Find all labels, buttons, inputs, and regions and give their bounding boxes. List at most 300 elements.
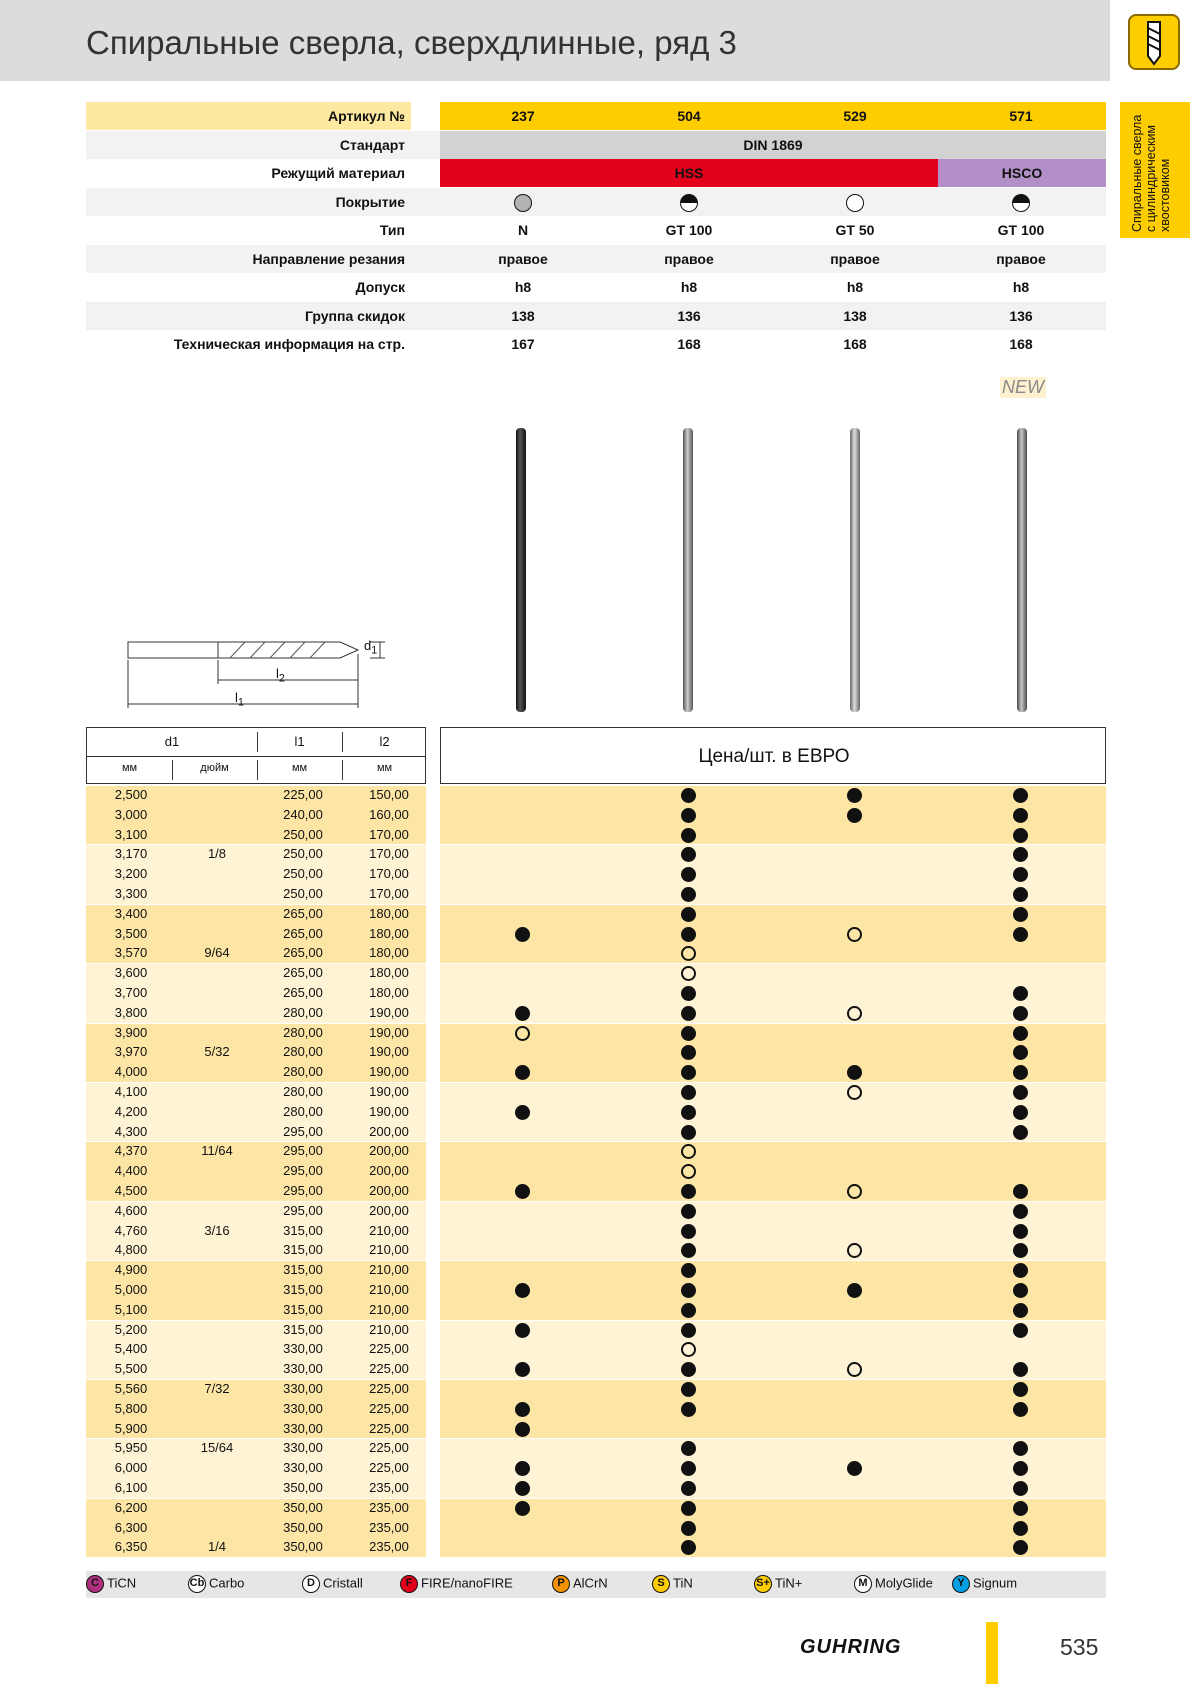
- availability-dot: [1013, 1026, 1028, 1041]
- drill-icon: [1128, 14, 1180, 70]
- drill-image-504: [683, 428, 693, 712]
- legend-item: [86, 1575, 136, 1593]
- availability-dot: [847, 1283, 862, 1298]
- cell-l1: 330,00: [283, 1420, 323, 1436]
- cell-l2: 190,00: [369, 1103, 409, 1119]
- availability-dot: [681, 1026, 696, 1041]
- cell-l1: 295,00: [283, 1143, 323, 1159]
- spec-label: Режущий материал: [271, 165, 405, 181]
- price-header: [440, 727, 1106, 784]
- cell-l1: 315,00: [283, 1262, 323, 1278]
- cell-l2: 180,00: [369, 965, 409, 981]
- spec-value: 167: [511, 336, 535, 352]
- availability-dot: [681, 1402, 696, 1417]
- cell-l2: 235,00: [369, 1480, 409, 1495]
- cell-l1: 330,00: [283, 1400, 323, 1416]
- availability-dot: [681, 828, 696, 843]
- legend-label: MolyGlide: [875, 1575, 933, 1591]
- spec-label: Тип: [379, 222, 405, 238]
- availability-dot: [1013, 1065, 1028, 1080]
- cell-l2: 235,00: [369, 1519, 409, 1535]
- cell-d: 4,200: [114, 1103, 148, 1119]
- availability-dot: [1013, 1204, 1028, 1219]
- spec-value: 571: [1009, 108, 1033, 124]
- table-row: [86, 1162, 1106, 1181]
- table-row: [86, 1420, 1106, 1439]
- cell-l1: 265,00: [283, 925, 323, 941]
- spec-row: [86, 302, 1106, 330]
- spec-value: h8: [1012, 279, 1030, 295]
- availability-dot: [515, 1065, 530, 1080]
- cell-d: 4,400: [114, 1163, 148, 1179]
- legend-item: [302, 1575, 363, 1593]
- availability-dot: [1013, 1085, 1028, 1100]
- price-header-label: Цена/шт. в ЕВРО: [698, 746, 850, 767]
- availability-dot: [681, 1362, 696, 1377]
- cell-l2: 180,00: [369, 925, 409, 941]
- availability-dot: [1013, 1105, 1028, 1120]
- header-l2-mm: мм: [376, 762, 393, 774]
- cell-inch: 1/4: [207, 1539, 227, 1555]
- page-title: Спиральные сверла, сверхдлинные, ряд 3: [86, 24, 737, 61]
- availability-dot: [1013, 1283, 1028, 1298]
- availability-dot: [1013, 1184, 1028, 1199]
- coating-badge-icon: M: [854, 1575, 872, 1593]
- availability-dot: [847, 808, 862, 823]
- page-bar: [986, 1622, 998, 1684]
- cell-d: 6,100: [114, 1480, 148, 1495]
- cell-l1: 350,00: [283, 1480, 323, 1495]
- cell-l2: 170,00: [369, 826, 409, 842]
- legend-item: [552, 1575, 608, 1593]
- cell-l2: 150,00: [369, 787, 409, 802]
- table-row: [86, 1321, 1106, 1340]
- availability-dot: [681, 986, 696, 1001]
- header-d1-inch: дюйм: [200, 762, 229, 774]
- table-row: [86, 905, 1106, 924]
- availability-dot: [1013, 907, 1028, 922]
- cell-l1: 280,00: [283, 1044, 323, 1060]
- drill-image-529: [850, 428, 860, 712]
- spec-row: [86, 216, 1106, 244]
- cell-l1: 265,00: [283, 905, 323, 921]
- coating-cell: [938, 188, 1104, 216]
- cell-d: 5,950: [114, 1440, 148, 1456]
- table-row: [86, 1519, 1106, 1538]
- cell-d: 6,300: [114, 1519, 148, 1535]
- cell-l1: 330,00: [283, 1460, 323, 1476]
- availability-dot: [681, 1461, 696, 1476]
- brand-logo: GUHRING: [800, 1636, 902, 1658]
- cell-l2: 160,00: [369, 806, 409, 822]
- cell-d: 3,800: [114, 1004, 148, 1020]
- cell-l1: 315,00: [283, 1301, 323, 1317]
- table-row: [86, 984, 1106, 1003]
- availability-ring: [847, 1362, 862, 1377]
- cell-l1: 315,00: [283, 1242, 323, 1258]
- spec-value: 504: [677, 108, 701, 124]
- cell-d: 4,900: [114, 1262, 148, 1278]
- cell-l2: 190,00: [369, 1064, 409, 1080]
- cell-l1: 295,00: [283, 1123, 323, 1139]
- cell-d: 5,400: [114, 1341, 148, 1357]
- cell-l1: 250,00: [283, 846, 323, 862]
- cell-d: 3,500: [114, 925, 148, 941]
- table-row: [86, 1182, 1106, 1201]
- cell-l2: 225,00: [369, 1420, 409, 1436]
- spec-row: [86, 330, 1106, 358]
- availability-dot: [1013, 1540, 1028, 1555]
- availability-dot: [681, 1521, 696, 1536]
- cell-l1: 280,00: [283, 1004, 323, 1020]
- availability-dot: [515, 1362, 530, 1377]
- spec-value: GT 50: [835, 222, 875, 238]
- cell-l2: 200,00: [369, 1123, 409, 1139]
- availability-dot: [681, 1065, 696, 1080]
- cell-l1: 250,00: [283, 826, 323, 842]
- coating-legend: [86, 1571, 1106, 1598]
- coating-badge-icon: D: [302, 1575, 320, 1593]
- cell-d: 3,400: [114, 905, 148, 921]
- spec-value: 136: [677, 307, 701, 324]
- availability-dot: [681, 1105, 696, 1120]
- coating-badge-icon: F: [400, 1575, 418, 1593]
- availability-dot: [681, 1263, 696, 1278]
- cell-d: 5,100: [114, 1301, 148, 1317]
- header-d1-mm: мм: [121, 762, 138, 774]
- coating-badge-icon: Y: [952, 1575, 970, 1593]
- coating-badge-icon: S: [652, 1575, 670, 1593]
- cell-d: 4,760: [114, 1222, 148, 1238]
- spec-label: Техническая информация на стр.: [173, 336, 405, 352]
- header-l1: l1: [294, 734, 305, 749]
- page-number: 535: [1060, 1634, 1099, 1660]
- spec-label: Допуск: [355, 279, 405, 295]
- d1-label: $d_1$: [364, 638, 378, 657]
- availability-dot: [681, 1243, 696, 1258]
- material-hss: HSS: [440, 159, 938, 187]
- availability-dot: [515, 1184, 530, 1199]
- dimension-table-header: [86, 727, 426, 784]
- header-l2: l2: [379, 734, 390, 749]
- cell-inch: 1/8: [207, 846, 227, 862]
- cell-l1: 330,00: [283, 1341, 323, 1357]
- legend-item: [652, 1575, 693, 1593]
- spec-value: GT 100: [665, 222, 713, 238]
- standard-value: DIN 1869: [440, 131, 1106, 159]
- cell-d: 2,500: [114, 787, 148, 802]
- availability-dot: [515, 1501, 530, 1516]
- cell-l1: 330,00: [283, 1440, 323, 1456]
- table-row: [86, 1479, 1106, 1498]
- availability-dot: [1013, 808, 1028, 823]
- table-row: [86, 1499, 1106, 1518]
- cell-l2: 225,00: [369, 1460, 409, 1476]
- availability-dot: [1013, 867, 1028, 882]
- spec-value: 136: [1009, 307, 1033, 324]
- coating-badge-icon: C: [86, 1575, 104, 1593]
- cell-d: 5,200: [114, 1321, 148, 1337]
- cell-l1: 265,00: [283, 965, 323, 981]
- cell-d: 3,100: [114, 826, 148, 842]
- availability-ring: [847, 1243, 862, 1258]
- table-row: [86, 885, 1106, 904]
- cell-l1: 315,00: [283, 1222, 323, 1238]
- spec-value: правое: [830, 250, 880, 267]
- table-row: [86, 1083, 1106, 1102]
- cell-l2: 200,00: [369, 1202, 409, 1218]
- availability-dot: [681, 1303, 696, 1318]
- spec-label: Группа скидок: [305, 307, 405, 324]
- table-row: [86, 1123, 1106, 1142]
- legend-label: TiCN: [107, 1575, 137, 1591]
- cell-d: 5,500: [114, 1361, 148, 1377]
- cell-l2: 200,00: [369, 1143, 409, 1159]
- availability-dot: [515, 1402, 530, 1417]
- cell-l2: 190,00: [369, 1084, 409, 1099]
- cell-l2: 170,00: [369, 886, 409, 901]
- cell-l1: 295,00: [283, 1163, 323, 1179]
- spec-value: N: [517, 222, 529, 238]
- legend-label: Carbo: [209, 1575, 245, 1591]
- legend-label: FIRE/nanoFIRE: [421, 1575, 513, 1591]
- cell-l2: 225,00: [369, 1400, 409, 1416]
- cell-l2: 210,00: [369, 1282, 409, 1297]
- availability-ring: [847, 1184, 862, 1199]
- availability-dot: [1013, 1045, 1028, 1060]
- availability-dot: [1013, 1481, 1028, 1496]
- availability-dot: [681, 808, 696, 823]
- spec-label: Стандарт: [339, 136, 405, 153]
- cell-d: 3,700: [114, 985, 148, 1000]
- cell-d: 5,000: [114, 1282, 148, 1297]
- material-hsco: HSCO: [938, 159, 1106, 187]
- cell-l2: 180,00: [369, 985, 409, 1000]
- table-row: [86, 1439, 1106, 1458]
- availability-dot: [847, 1065, 862, 1080]
- cell-d: 4,800: [114, 1242, 148, 1258]
- cell-l2: 180,00: [369, 945, 409, 961]
- table-row: [86, 1281, 1106, 1300]
- availability-dot: [681, 887, 696, 902]
- availability-dot: [681, 1323, 696, 1338]
- availability-dot: [681, 1085, 696, 1100]
- availability-dot: [1013, 986, 1028, 1001]
- cell-inch: 7/32: [204, 1381, 230, 1396]
- availability-ring: [681, 946, 696, 961]
- spec-value: 237: [511, 108, 535, 124]
- cell-l1: 265,00: [283, 945, 323, 961]
- table-row: [86, 1202, 1106, 1221]
- availability-dot: [1013, 1441, 1028, 1456]
- cell-l2: 225,00: [369, 1440, 409, 1456]
- table-row: [86, 1301, 1106, 1320]
- availability-dot: [1013, 788, 1028, 803]
- availability-dot: [681, 1481, 696, 1496]
- spec-value: h8: [846, 279, 864, 295]
- cell-l1: 350,00: [283, 1519, 323, 1535]
- availability-dot: [1013, 1224, 1028, 1239]
- spec-value: 138: [843, 307, 867, 324]
- availability-ring: [681, 966, 696, 981]
- availability-ring: [847, 1085, 862, 1100]
- table-row: [86, 1400, 1106, 1419]
- availability-dot: [681, 788, 696, 803]
- cell-d: 4,370: [114, 1143, 148, 1159]
- cell-d: 4,100: [114, 1084, 148, 1099]
- cell-l1: 350,00: [283, 1499, 323, 1515]
- cell-d: 3,300: [114, 886, 148, 901]
- cell-l2: 180,00: [369, 905, 409, 921]
- spec-value: правое: [498, 250, 548, 267]
- cell-l1: 350,00: [283, 1539, 323, 1555]
- coating-icon: [514, 194, 532, 212]
- spec-value: 138: [511, 307, 535, 324]
- legend-label: TiN+: [775, 1575, 803, 1591]
- cell-l2: 200,00: [369, 1163, 409, 1179]
- coating-cell: [772, 188, 938, 216]
- cell-l2: 225,00: [369, 1341, 409, 1357]
- cell-l1: 280,00: [283, 1024, 323, 1040]
- spec-value: h8: [514, 279, 532, 295]
- cell-inch: 9/64: [204, 945, 230, 961]
- spec-value: h8: [680, 279, 698, 295]
- spec-row: [86, 102, 1106, 130]
- cell-l2: 225,00: [369, 1361, 409, 1377]
- availability-dot: [1013, 1382, 1028, 1397]
- spec-value: правое: [996, 250, 1046, 267]
- table-row: [86, 1142, 1106, 1161]
- cell-l1: 315,00: [283, 1282, 323, 1297]
- legend-label: AlCrN: [573, 1575, 608, 1591]
- availability-dot: [1013, 847, 1028, 862]
- table-row: [86, 806, 1106, 825]
- spec-label: Направление резания: [252, 250, 405, 267]
- cell-l2: 235,00: [369, 1539, 409, 1555]
- coating-badge-icon: Cb: [188, 1575, 206, 1593]
- cell-l2: 190,00: [369, 1044, 409, 1060]
- availability-dot: [681, 1224, 696, 1239]
- availability-dot: [515, 1283, 530, 1298]
- legend-item: [854, 1575, 933, 1593]
- availability-dot: [515, 1481, 530, 1496]
- cell-inch: 15/64: [200, 1440, 234, 1456]
- cell-l2: 190,00: [369, 1024, 409, 1040]
- cell-d: 4,600: [114, 1202, 148, 1218]
- coating-icon: [1012, 194, 1030, 212]
- legend-item: [952, 1575, 1017, 1593]
- spec-row: [86, 159, 1106, 187]
- table-row: [86, 1459, 1106, 1478]
- availability-dot: [1013, 1402, 1028, 1417]
- legend-label: Cristall: [323, 1575, 363, 1591]
- table-row: [86, 1222, 1106, 1241]
- cell-l1: 265,00: [283, 985, 323, 1000]
- cell-l2: 210,00: [369, 1301, 409, 1317]
- cell-l1: 250,00: [283, 886, 323, 901]
- availability-dot: [681, 847, 696, 862]
- table-row: [86, 1024, 1106, 1043]
- cell-l1: 280,00: [283, 1084, 323, 1099]
- cell-d: 5,800: [114, 1400, 148, 1416]
- availability-dot: [1013, 1501, 1028, 1516]
- cell-d: 3,000: [114, 806, 148, 822]
- table-row: [86, 786, 1106, 805]
- availability-dot: [515, 1006, 530, 1021]
- availability-dot: [681, 1382, 696, 1397]
- table-row: [86, 1538, 1106, 1557]
- spec-value: 168: [677, 336, 701, 352]
- cell-l1: 330,00: [283, 1381, 323, 1396]
- cell-l2: 225,00: [369, 1381, 409, 1396]
- cell-d: 3,170: [114, 846, 148, 862]
- coating-cell: [606, 188, 772, 216]
- availability-dot: [1013, 1006, 1028, 1021]
- table-row: [86, 1103, 1106, 1122]
- availability-dot: [515, 927, 530, 942]
- l2-label: $l_2$: [276, 666, 285, 685]
- cell-l2: 210,00: [369, 1222, 409, 1238]
- header-l1-mm: мм: [291, 762, 308, 774]
- cell-d: 3,970: [114, 1044, 148, 1060]
- table-row: [86, 1360, 1106, 1379]
- availability-dot: [681, 907, 696, 922]
- legend-item: [188, 1575, 244, 1593]
- spec-value: правое: [664, 250, 714, 267]
- side-tab-text: Спиральные сверла с цилиндрическим хвостовиком: [1130, 114, 1172, 232]
- legend-item: [400, 1575, 513, 1593]
- table-row: [86, 1043, 1106, 1062]
- table-row: [86, 1380, 1106, 1399]
- availability-dot: [681, 1501, 696, 1516]
- cell-l1: 250,00: [283, 866, 323, 882]
- cell-l2: 170,00: [369, 866, 409, 882]
- spec-label: Артикул №: [86, 102, 411, 130]
- table-row: [86, 845, 1106, 864]
- availability-dot: [1013, 1323, 1028, 1338]
- cell-d: 3,600: [114, 965, 148, 981]
- spec-row: [86, 131, 1106, 159]
- spec-label: Покрытие: [335, 193, 405, 210]
- cell-l2: 210,00: [369, 1262, 409, 1278]
- availability-dot: [515, 1323, 530, 1338]
- spec-row: [86, 188, 1106, 216]
- drill-image-237: [516, 428, 526, 712]
- availability-ring: [515, 1026, 530, 1041]
- coating-icon: [680, 194, 698, 212]
- availability-dot: [515, 1461, 530, 1476]
- cell-d: 3,900: [114, 1024, 148, 1040]
- availability-dot: [681, 1006, 696, 1021]
- spec-row: [86, 245, 1106, 273]
- header-d1: d1: [164, 734, 180, 749]
- table-row: [86, 1340, 1106, 1359]
- cell-d: 4,300: [114, 1123, 148, 1139]
- table-row: [86, 1004, 1106, 1023]
- new-badge: NEW: [1002, 377, 1044, 397]
- cell-d: 6,350: [114, 1539, 148, 1555]
- cell-d: 3,570: [114, 945, 148, 961]
- availability-dot: [847, 1461, 862, 1476]
- legend-label: Signum: [973, 1575, 1018, 1591]
- table-row: [86, 944, 1106, 963]
- l1-label: $l_1$: [235, 690, 244, 709]
- cell-inch: 5/32: [204, 1044, 230, 1060]
- availability-ring: [847, 927, 862, 942]
- availability-ring: [847, 1006, 862, 1021]
- availability-dot: [1013, 887, 1028, 902]
- legend-item: [754, 1575, 802, 1593]
